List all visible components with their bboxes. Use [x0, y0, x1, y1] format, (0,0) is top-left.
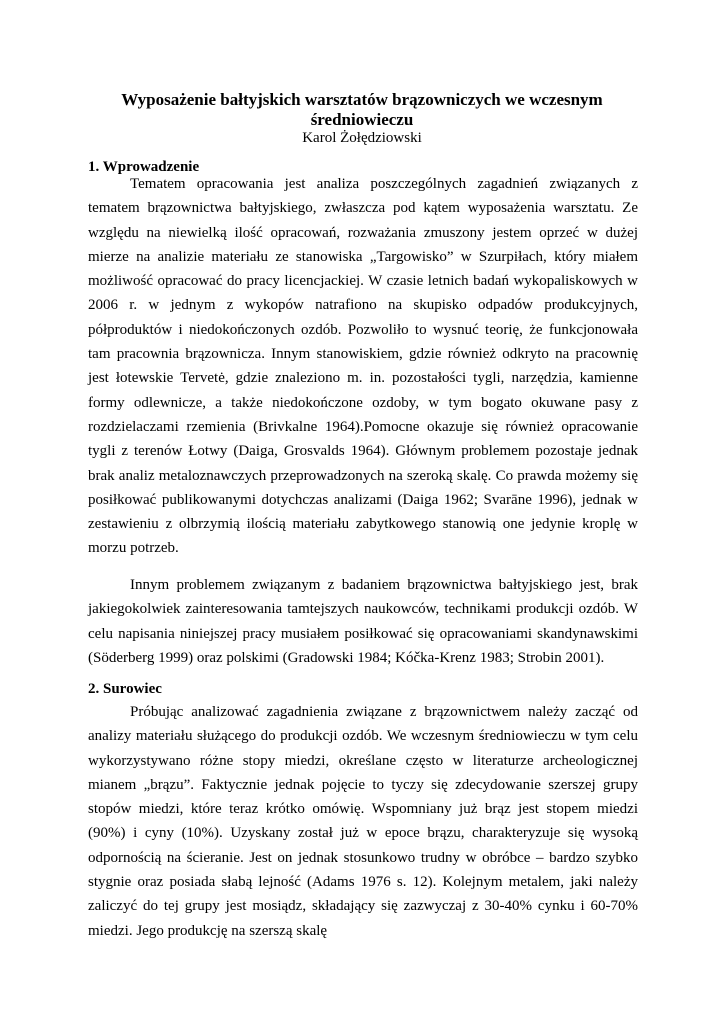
paper-title: Wyposażenie bałtyjskich warsztatów brązowniczych we wczesnym średniowieczu — [121, 90, 603, 129]
paragraph-raw-material-1: Próbując analizować zagadnienia związane z brązownictwem należy zacząć od analizy materiału służącego do produkcji ozdób. We wczesnym średniowieczu w tym celu wykorzystywano różne stopy miedzi, określane często w literaturze archeologicznej mianem „brązu”. Faktycznie jednak pojęcie to tyczy się zdecydowanie szerszej grupy stopów miedzi, które teraz krótko omówię. Wspomniany już brąz jest stopem miedzi (90%) i cyny (10%). Uzyskany został już w epoce brązu, charakteryzuje się wysoką odpornością na ścieranie. Jest on jednak stosunkowo trudny w obróbce – bardzo szybko stygnie oraz posiada słabą lejność (Adams 1976 s. 12). Kolejnym metalem, jaki należy zaliczyć do tej grupy jest mosiądz, składający się zazwyczaj z 30-40% cynku i 60-70% miedzi. Jego produkcję na szerszą skalę — [88, 704, 638, 939]
paragraph-intro-1: Tematem opracowania jest analiza poszczególnych zagadnień związanych z tematem brązownictwa bałtyjskiego, zwłaszcza pod kątem wyposażenia warsztatu. Ze względu na niewielką ilość opracowań, rozważania zmuszony jestem oprzeć w dużej mierze na analizie materiału ze stanowiska „Targowisko” w Szurpiłach, który miałem możliwość opracować do pracy licencjackiej. W czasie letnich badań wykopaliskowych w 2006 r. w jednym z wykopów natrafiono na skupisko odpadów produkcyjnych, półproduktów i niedokończonych ozdób. Pozwoliło to wysnuć teorię, że funkcjonowała tam pracownia brązownicza. Innym stanowiskiem, gdzie również odkryto na pracownię jest łotewskie Tervetė, gdzie znaleziono m. in. pozostałości tygli, narzędzia, kamienne formy odlewnicze, a także niedokończone ozdoby, w tym bogato okuwane pasy z rozdzielaczami rzemienia (Brivkalne 1964).Pomocne okazuje się również opracowanie tygli z terenów Łotwy (Daiga, Grosvalds 1964). Głównym problemem pozostaje jednak brak analiz metaloznawczych przeprowadzonych na szeroką skalę. Co prawda możemy się posiłkować publikowanymi dotychczas analizami (Daiga 1962; Svarāne 1996), jednak w zestawieniu z olbrzymią ilością materiału zabytkowego stanowią one jedynie kroplę w morzu potrzeb. — [88, 176, 638, 557]
paragraph-intro-2: Innym problemem związanym z badaniem brązownictwa bałtyjskiego jest, brak jakiegokolwiek zainteresowania tamtejszych naukowców, technikami produkcji ozdób. W celu napisania niniejszej pracy musiałem posiłkować się opracowaniami skandynawskimi (Söderberg 1999) oraz polskimi (Gradowski 1984; Kóčka-Krenz 1983; Strobin 2001). — [88, 577, 638, 666]
section-heading-introduction: 1. Wprowadzenie — [88, 159, 200, 175]
section-heading-raw-material: 2. Surowiec — [88, 681, 162, 697]
author-name: Karol Żołędziowski — [302, 130, 422, 146]
